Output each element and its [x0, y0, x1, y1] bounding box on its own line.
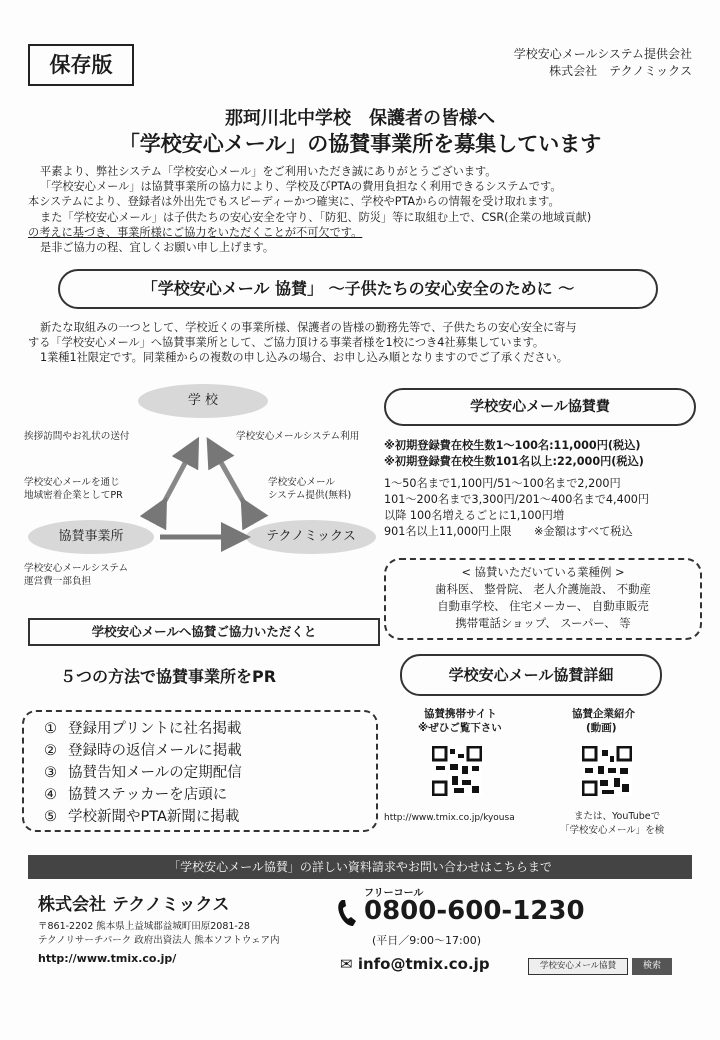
label-pr1: 学校安心メールを通じ: [24, 477, 120, 488]
video-label1: 協賛企業紹介: [572, 708, 635, 720]
intro-line: の考えに基づき、事業所様にご協力をいただくことが不可欠です。: [28, 225, 363, 239]
title-line1: 那珂川北中学校 保護者の皆様へ: [225, 108, 495, 129]
address-line1: 〒861-2202 熊本県上益城郡益城町田原2081-28: [38, 921, 250, 932]
item-number: ③: [44, 765, 57, 781]
item-number: ①: [44, 721, 57, 737]
arrow-tecnomix-school: [214, 450, 248, 510]
company-url[interactable]: http://www.tmix.co.jp/: [38, 952, 177, 965]
sponsor-banner: 「学校安心メール 協賛」 ～子供たちの安心安全のために ～: [58, 269, 658, 309]
tecnomix-node: テクノミックス: [246, 520, 376, 554]
archive-badge: 保存版: [28, 44, 134, 86]
item-number: ⑤: [44, 809, 57, 825]
site-qr-code[interactable]: [432, 746, 482, 796]
item-text: 協賛告知メールの定期配信: [68, 765, 242, 781]
fee-line: 1～50名まで1,100円/51～100名まで2,200円: [384, 477, 621, 490]
intro-line: 平素より、弊社システム「学校安心メール」をご利用いただき誠にありがとうございます。: [40, 165, 497, 178]
fee-line: 101～200名まで3,300円/201～400名まで4,400円: [384, 493, 650, 506]
industry-examples: [384, 558, 702, 640]
phone-number[interactable]: 0800-600-1230: [364, 896, 585, 926]
site-label2: ※ぜひご覧下さい: [418, 722, 502, 734]
label-provide1: 学校安心メール: [268, 477, 335, 488]
desc-line: 新たな取組みの一つとして、学校近くの事業所様、保護者の皆様の勤務先等で、子供たちの安心安全に寄与: [40, 321, 577, 334]
details-heading: 学校安心メール協賛詳細: [400, 654, 662, 696]
site-url[interactable]: http://www.tmix.co.jp/kyousa: [384, 813, 515, 823]
provider-line2: 株式会社 テクノミックス: [549, 64, 692, 78]
address-block: [38, 920, 279, 948]
examples-heading: < 協賛いただいている業種例 >: [461, 565, 625, 579]
item-text: 登録用プリントに社名掲載: [68, 721, 242, 737]
desc-line: する「学校安心メール」へ協賛事業所として、ご協力頂ける事業者様を1校につき4社募集しています。: [28, 336, 545, 349]
item-number: ④: [44, 787, 57, 803]
list-item: [44, 740, 376, 762]
examples-line: 携帯電話ショップ、 スーパー、 等: [455, 616, 631, 630]
email-address[interactable]: info@tmix.co.jp: [357, 955, 490, 973]
ways-title: ５つの方法で協賛事業所をPR: [60, 667, 277, 686]
examples-line: 歯科医、 整骨院、 老人介護施設、 不動産: [435, 582, 651, 596]
item-text: 登録時の返信メールに掲載: [68, 743, 242, 759]
list-item: [44, 806, 376, 828]
intro-line: また「学校安心メール」は子供たちの安心安全を守り、「防犯、防災」等に取組む上で、CSR(企業の地域貢献): [40, 210, 592, 224]
fee-note: ※金額はすべて税込: [534, 525, 633, 538]
label-pr2: 地域密着企業としてPR: [24, 490, 123, 501]
fee-cap: 901名以上11,000円上限: [384, 525, 512, 538]
label-cost2: 運営費一部負担: [24, 576, 92, 587]
label-visit: 挨拶訪問やお礼状の送付: [24, 431, 130, 442]
video-note1: または、YouTubeで: [574, 811, 661, 822]
desc-line: 1業種1社限定です。同業種からの複数の申し込みの場合、お申し込み順となりますのでご了承ください。: [40, 351, 568, 364]
mail-icon: ✉: [340, 955, 353, 973]
fee-line: ※初期登録費在校生数1～100名:11,000円(税込): [384, 439, 641, 452]
provider-line1: 学校安心メールシステム提供会社: [513, 47, 692, 61]
ways-list: [22, 710, 378, 832]
business-hours: (平日／9:00～17:00): [372, 934, 481, 947]
intro-line: 本システムにより、登録者は外出先でもスピーディーかつ確実に、学校やPTAからの情報を受け取れます。: [28, 195, 560, 209]
site-label1: 協賛携帯サイト: [424, 708, 497, 720]
video-label2: (動画): [586, 722, 617, 734]
company-name: 株式会社 テクノミックス: [38, 895, 230, 915]
video-note2: 「学校安心メール」を検: [560, 825, 665, 836]
qr-code-icon: [582, 746, 632, 796]
list-item: [44, 718, 376, 740]
contact-banner: 「学校安心メール協賛」の詳しい資料請求やお問い合わせはこちらまで: [28, 855, 692, 879]
sponsor-node: 協賛事業所: [28, 520, 154, 554]
item-number: ②: [44, 743, 57, 759]
email-block: [340, 955, 490, 973]
video-qr-code[interactable]: [582, 746, 632, 796]
fee-line: 以降 100名増えるごとに1,100円増: [384, 509, 565, 522]
phone-icon: [336, 898, 358, 932]
qr-code-icon: [432, 746, 482, 796]
benefits-heading: 学校安心メールへ協賛ご協力いただくと: [28, 618, 380, 646]
search-term-box: 学校安心メール協賛: [528, 958, 628, 975]
address-line2: テクノリサーチパーク 政府出資法人 熊本ソフトウェア内: [38, 935, 280, 946]
arrow-sponsor-school: [160, 450, 192, 510]
label-provide2: システム提供(無料): [268, 490, 352, 501]
fees-block: [384, 438, 649, 540]
search-button[interactable]: 検索: [632, 958, 672, 975]
list-item: [44, 784, 376, 806]
intro-line: 「学校安心メール」は協賛事業所の協力により、学校及びPTAの費用負担なく利用できるシステムです。: [40, 180, 562, 194]
fee-line: [384, 524, 649, 540]
title-line2: 「学校安心メール」の協賛事業所を募集しています: [118, 132, 602, 156]
item-text: 協賛ステッカーを店頭に: [68, 787, 228, 803]
fee-line: ※初期登録費在校生数101名以上:22,000円(税込): [384, 455, 644, 468]
fees-heading: 学校安心メール協賛費: [384, 388, 696, 426]
list-item: [44, 762, 376, 784]
intro-line: 是非ご協力の程、宜しくお願い申し上げます。: [40, 241, 275, 255]
freecall-label: フリーコール: [364, 888, 424, 899]
label-cost1: 学校安心メールシステム: [24, 563, 129, 574]
school-node: 学 校: [138, 384, 268, 418]
item-text: 学校新聞やPTA新聞に掲載: [68, 809, 240, 825]
label-use: 学校安心メールシステム利用: [236, 431, 360, 442]
examples-line: 自動車学校、 住宅メーカー、 自動車販売: [437, 599, 649, 613]
